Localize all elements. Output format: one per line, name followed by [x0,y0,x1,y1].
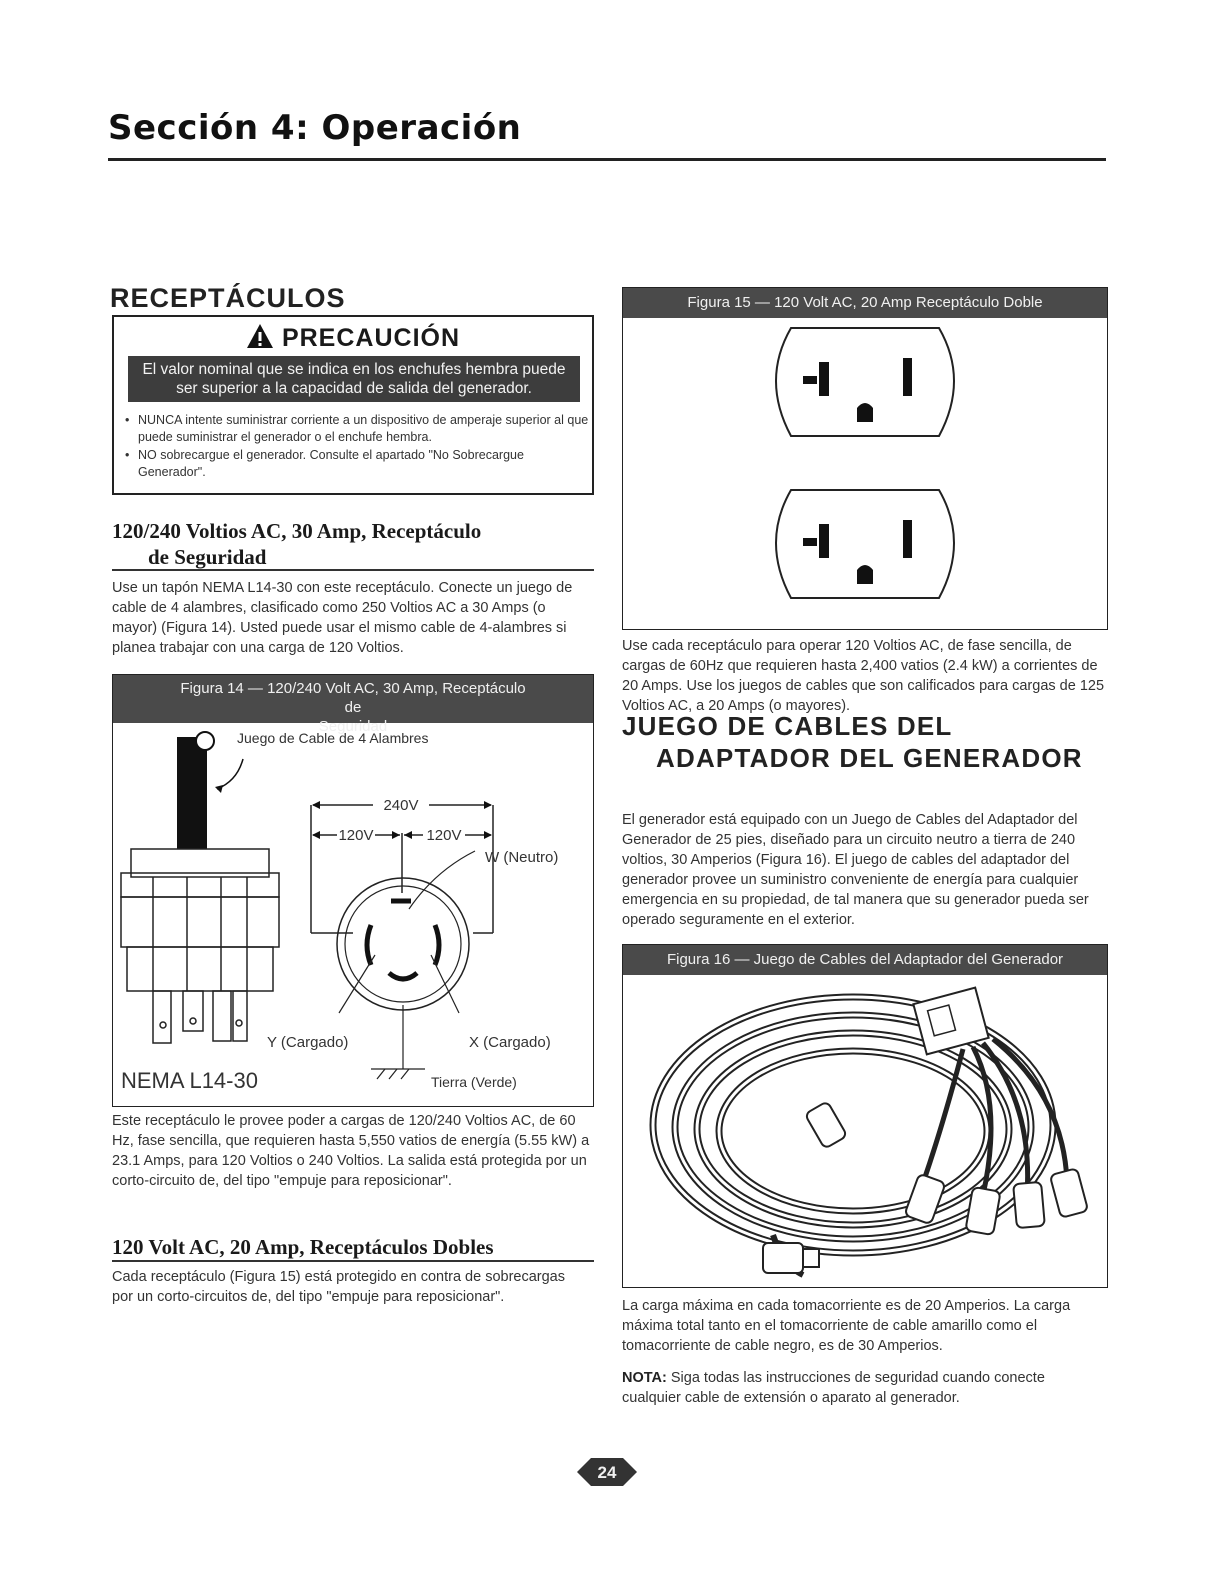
paragraph-fig15: Use cada receptáculo para operar 120 Voltios AC, de fase sencilla, de cargas de 60Hz que requieren hasta 2,400 vatios (2.4 kW) a corrientes de 20 Amps. Use los juegos de cables que son calificados para cargas de 125 Voltios AC, a 20 Amps (o mayores). [622,638,1105,714]
caution-box [112,315,594,495]
cable-set-illustration [623,975,1106,1286]
receptacle-l14-30-icon [337,878,469,1010]
outlet-top-icon [776,328,954,436]
figure-14-caption-line1: Figura 14 — 120/240 Volt AC, 30 Amp, Receptáculo de [180,680,526,716]
section-title: Sección 4: Operación [108,108,522,148]
figure-14 [112,674,594,1107]
title-rule [108,158,1106,161]
label-120v-right: 120V [426,827,462,844]
label-240v: 240V [383,797,419,814]
caution-header [114,323,592,353]
caution-band [128,356,580,402]
cable-label: Juego de Cable de 4 Alambres [237,730,429,746]
figure-16-caption: Figura 16 — Juego de Cables del Adaptador del Generador [623,945,1107,975]
subheading-30amp [112,518,592,570]
label-w-neutro: W (Neutro) [485,849,559,866]
figure-14-caption [113,675,593,735]
caution-list [122,412,590,482]
juego-heading [622,710,1112,774]
duplex-receptacle-diagram [623,318,1106,628]
caution-bullet: • NO sobrecargue el generador. Consulte el apartado "No Sobrecargue Generador". [122,447,590,481]
nota-text: Siga todas las instrucciones de seguridad cuando conecte cualquier cable de extensión o aparato al generador. [622,1370,1045,1406]
nema-l14-30-diagram [113,723,592,1105]
outlet-bottom-icon [776,490,954,598]
caution-bullet: • NUNCA intente suministrar corriente a un dispositivo de amperaje superior al que puede suministrar el generador o el enchufe hembra. [122,412,590,446]
nota-label: NOTA: [622,1370,667,1386]
caution-title: PRECAUCIÓN [281,324,461,352]
label-tierra: Tierra (Verde) [431,1074,517,1090]
subheading-30amp-line2: de Seguridad [148,545,267,569]
caution-band-line1: El valor nominal que se indica en los enchufes hembra puede [142,361,566,378]
subheading-rule [112,1260,594,1262]
juego-heading-line2: ADAPTADOR DEL GENERADOR [656,743,1083,773]
subheading-30amp-line1: 120/240 Voltios AC, 30 Amp, Receptáculo [112,519,482,543]
nema-label: NEMA L14-30 [121,1068,258,1093]
page-number-badge [577,1452,637,1492]
juego-heading-line1: JUEGO DE CABLES DEL [622,711,953,741]
paragraph-20amp: Cada receptáculo (Figura 15) está protegido en contra de sobrecargas por un corto-circuitos de, del tipo "empuje para reposicionar". [112,1269,565,1305]
cable-icon [177,737,207,849]
outlet-plug-icons [805,1101,1088,1235]
receptaculos-heading: RECEPTÁCULOS [110,283,346,313]
subheading-rule [112,569,594,571]
paragraph-30amp: Use un tapón NEMA L14-30 con este receptáculo. Conecte un juego de cable de 4 alambres, clasificado como 250 Voltios AC a 30 Amps (o mayor) (Figura 14). Usted puede usar el mismo cable de 4-alambres si planea trabajar con una carga de 120 Voltios. [112,580,573,656]
page-number: 24 [597,1463,617,1482]
figure-15-caption: Figura 15 — 120 Volt AC, 20 Amp Receptáculo Doble [623,288,1107,318]
figure-14-caption-line2: Seguridad [318,718,388,735]
subheading-20amp: 120 Volt AC, 20 Amp, Receptáculos Dobles [112,1235,494,1259]
plug-icon [121,849,279,1043]
paragraph-juego: El generador está equipado con un Juego de Cables del Adaptador del Generador de 25 pies, diseñado para un circuito neutro a tierra de 240 voltios, 30 Amperios (Figura 16). El juego de cables del adaptador del generador provee un suministro conveniente de energía para cualquier emergencia en su propiedad, de tal manera que su generador pueda ser operado seguramente en el exterior. [622,812,1089,928]
paragraph-fig16: La carga máxima en cada tomacorriente es de 20 Amperios. La carga máxima total tanto en el tomacorriente de cable amarillo como el tomacorriente de cable negro, es de 30 Amperios. [622,1298,1071,1354]
paragraph-after-fig14: Este receptáculo le provee poder a cargas de 120/240 Voltios AC, de 60 Hz, fase sencilla, que requieren hasta 5,550 vatios de energía (5.55 kW) a 23.1 Amps, para 120 Voltios o 240 Voltios. La salida está protegida por un corto-circuito de, del tipo "empuje para reposicionar". [112,1113,590,1189]
warning-icon [246,323,274,349]
figure-15 [622,287,1108,630]
nota-paragraph [622,1368,1106,1408]
figure-16 [622,944,1108,1288]
label-120v-left: 120V [338,827,374,844]
label-x-cargado: X (Cargado) [469,1034,551,1051]
caution-band-line2: ser superior a la capacidad de salida del generador. [176,380,532,397]
label-y-cargado: Y (Cargado) [267,1034,349,1051]
